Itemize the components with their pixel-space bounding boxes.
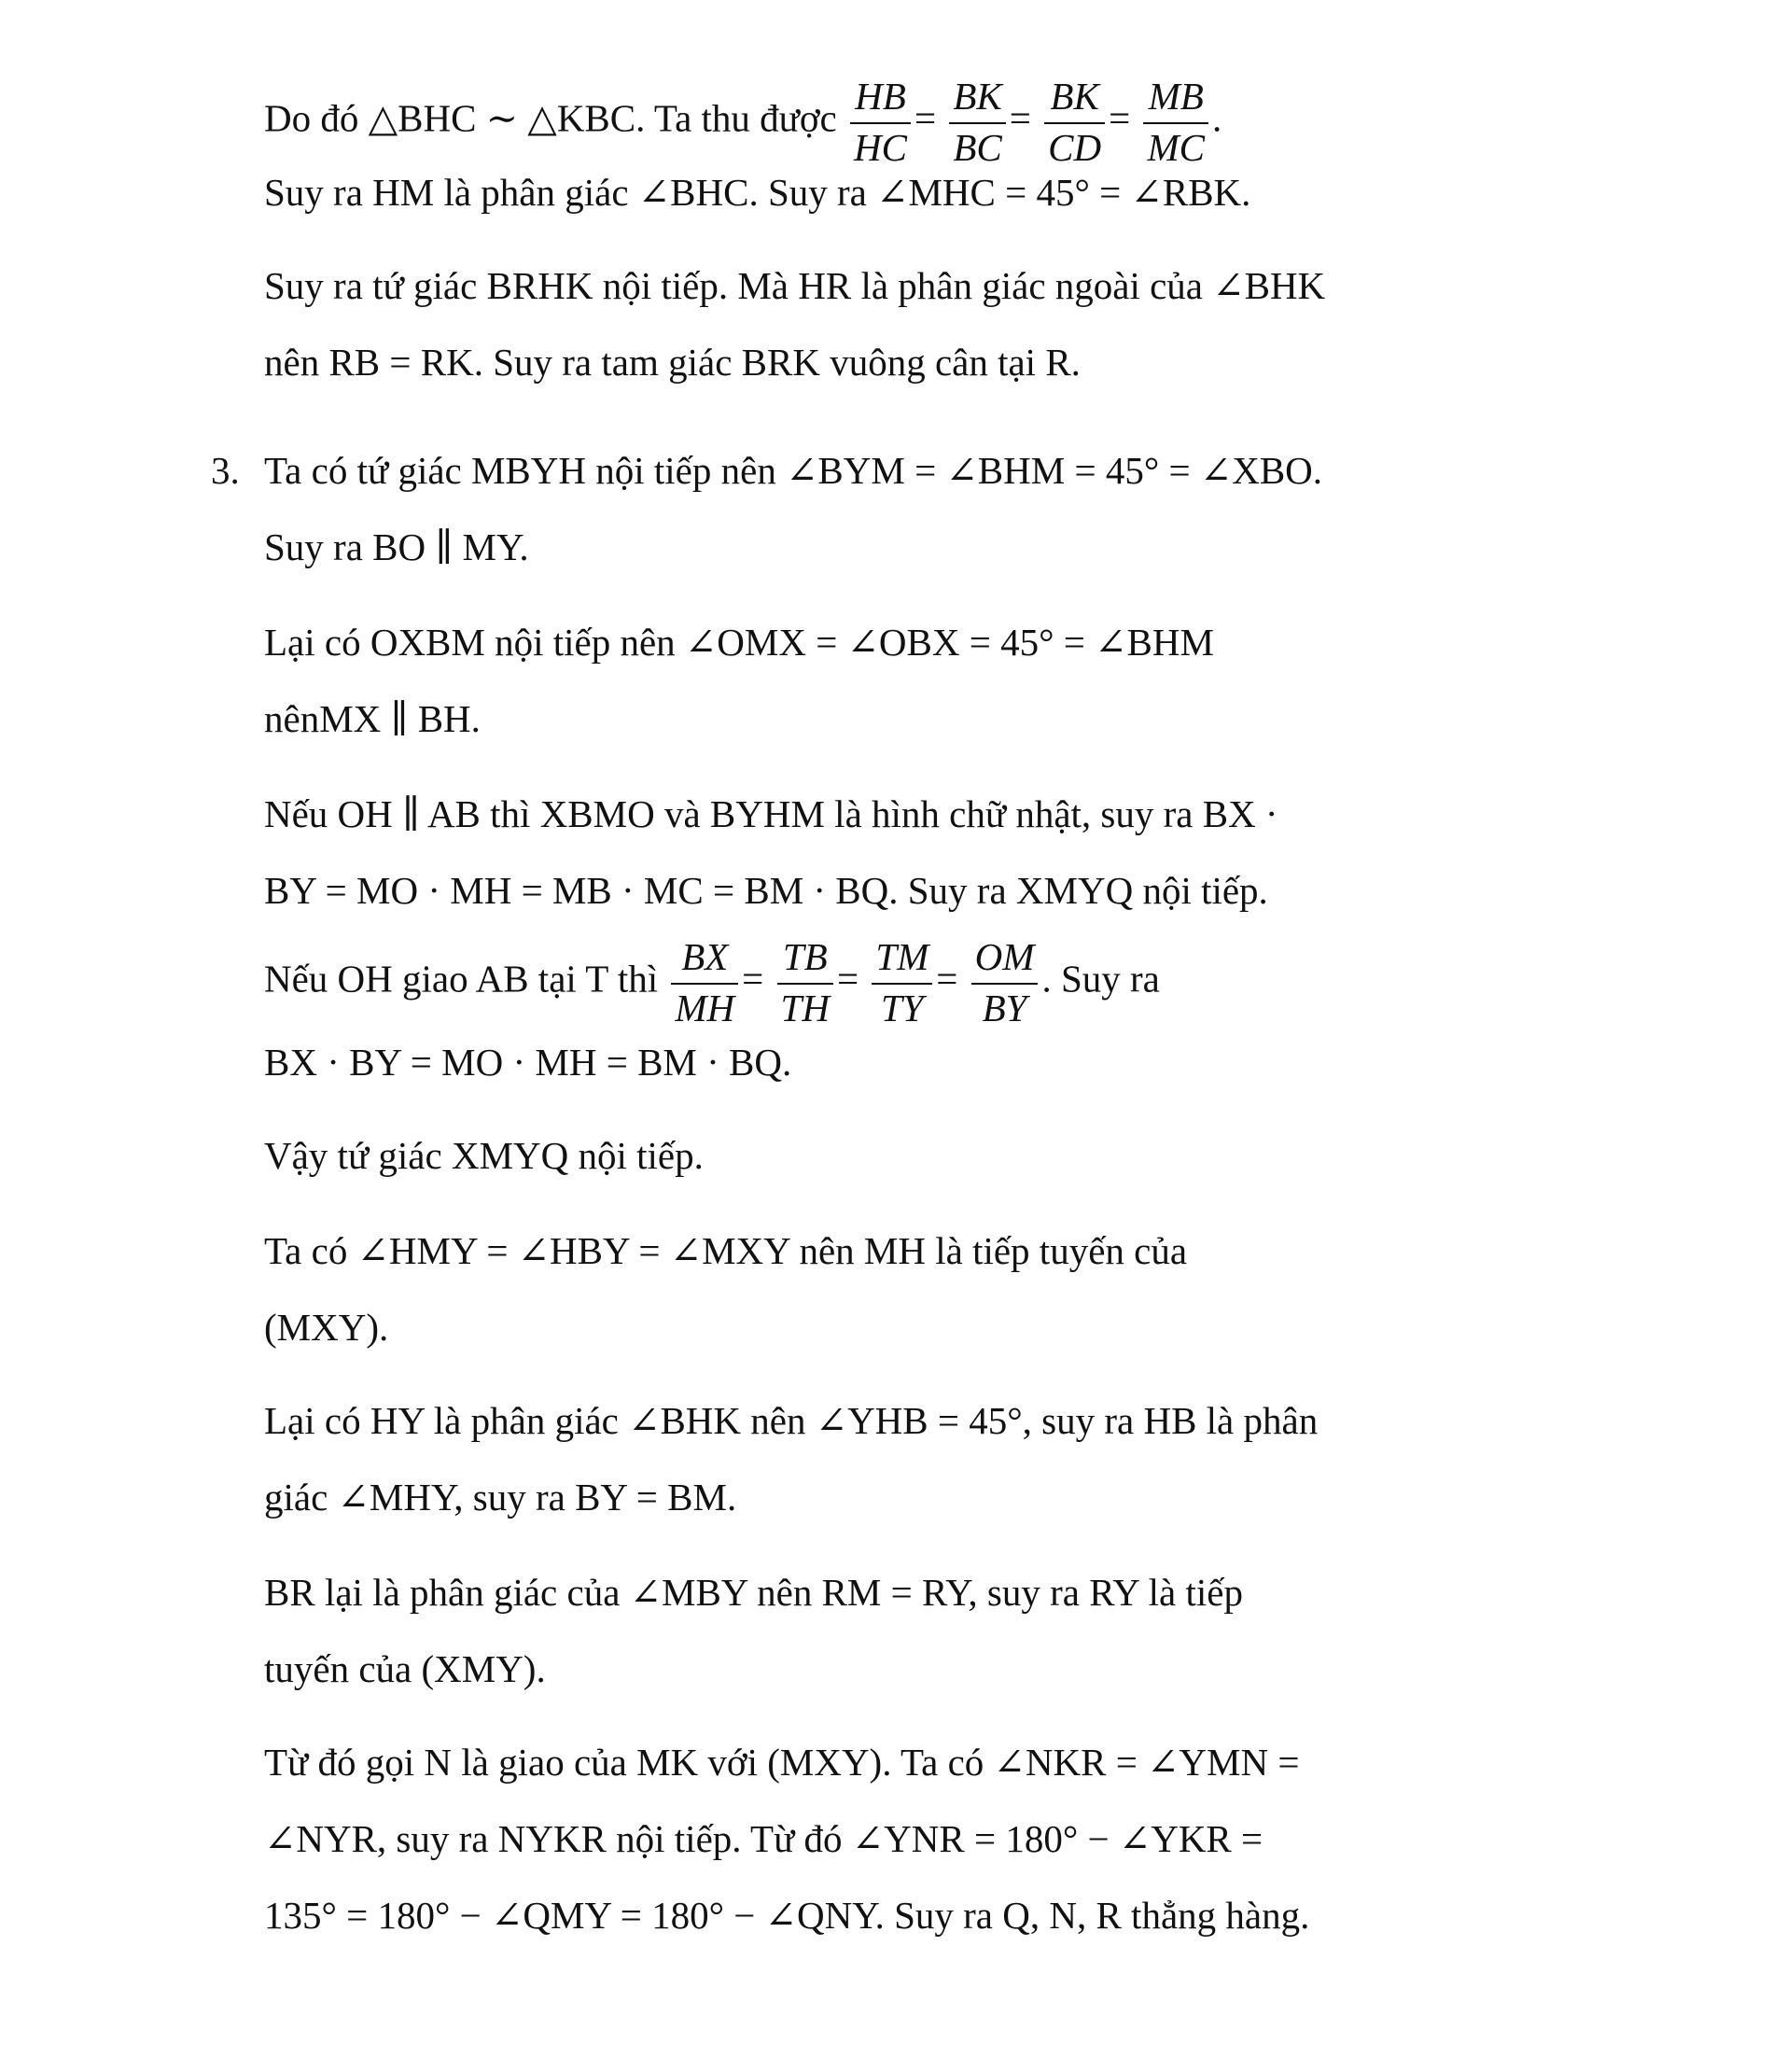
fraction: $\frac{TM}{TY}$ bbox=[872, 937, 932, 1029]
list-number: 3. bbox=[211, 449, 240, 492]
paragraph-9-line-2: giác ∠MHY, suy ra BY = BM. bbox=[264, 1476, 737, 1519]
paragraph-5-line-2: BY = MO · MH = MB · MC = BM · BQ. Suy ra XMYQ nội tiếp. bbox=[264, 869, 1268, 912]
paragraph-1-line-2: Suy ra HM là phân giác ∠BHC. Suy ra ∠MHC = 45° = ∠RBK. bbox=[264, 171, 1251, 214]
fraction: $\frac{MB}{MC}$ bbox=[1143, 77, 1208, 168]
list-item-3-line-1: 3. Ta có tứ giác MBYH nội tiếp nên ∠BYM = ∠BHM = 45° = ∠XBO. bbox=[211, 449, 1323, 492]
text: Do đó △BHC ∼ △KBC. Ta thu được bbox=[264, 96, 837, 140]
paragraph-2-line-2: nên RB = RK. Suy ra tam giác BRK vuông cân tại R. bbox=[264, 341, 1081, 384]
paragraph-6-line-2: BX · BY = MO · MH = BM · BQ. bbox=[264, 1041, 792, 1084]
paragraph-5-line-1: Nếu OH ∥ AB thì XBMO và BYHM là hình chữ nhật, suy ra BX · bbox=[264, 792, 1278, 835]
paragraph-1-line-1: Do đó △BHC ∼ △KBC. Ta thu được $\frac{HB}{HC}$ = $\frac{BK}{BC}$ = $\frac{BK}{CD}$ = $\frac{MB}{MC}$ . bbox=[264, 75, 1222, 170]
paragraph-9-line-1: Lại có HY là phân giác ∠BHK nên ∠YHB = 45°, suy ra HB là phân bbox=[264, 1399, 1319, 1442]
paragraph-4-line-2: nênMX ∥ BH. bbox=[264, 697, 481, 740]
list-item-3-line-2: Suy ra BO ∥ MY. bbox=[264, 525, 529, 568]
paragraph-8-line-2: (MXY). bbox=[264, 1306, 389, 1349]
fraction: $\frac{HB}{HC}$ bbox=[850, 77, 911, 168]
paragraph-6-line-1: Nếu OH giao AB tại T thì $\frac{BX}{MH}$ = $\frac{TB}{TH}$ = $\frac{TM}{TY}$ = $\frac{OM}{BY}$ . Suy ra bbox=[264, 935, 1160, 1030]
fraction: $\frac{BX}{MH}$ bbox=[671, 937, 738, 1029]
paragraph-10-line-2: tuyến của (XMY). bbox=[264, 1647, 546, 1690]
fraction: $\frac{TB}{TH}$ bbox=[777, 937, 833, 1029]
paragraph-10-line-1: BR lại là phân giác của ∠MBY nên RM = RY, suy ra RY là tiếp bbox=[264, 1571, 1243, 1614]
fraction: $\frac{BK}{BC}$ bbox=[949, 77, 1005, 168]
paragraph-11-line-2: ∠NYR, suy ra NYKR nội tiếp. Từ đó ∠YNR = 180° − ∠YKR = bbox=[264, 1817, 1263, 1860]
fraction: $\frac{BK}{CD}$ bbox=[1044, 77, 1105, 168]
paragraph-8-line-1: Ta có ∠HMY = ∠HBY = ∠MXY nên MH là tiếp tuyến của bbox=[264, 1229, 1188, 1272]
paragraph-4-line-1: Lại có OXBM nội tiếp nên ∠OMX = ∠OBX = 45° = ∠BHM bbox=[264, 621, 1214, 664]
paragraph-11-line-1: Từ đó gọi N là giao của MK với (MXY). Ta có ∠NKR = ∠YMN = bbox=[264, 1741, 1300, 1784]
paragraph-2-line-1: Suy ra tứ giác BRHK nội tiếp. Mà HR là phân giác ngoài của ∠BHK bbox=[264, 264, 1326, 307]
paragraph-7-line-1: Vậy tứ giác XMYQ nội tiếp. bbox=[264, 1134, 704, 1177]
fraction: $\frac{OM}{BY}$ bbox=[971, 937, 1039, 1029]
paragraph-11-line-3: 135° = 180° − ∠QMY = 180° − ∠QNY. Suy ra Q, N, R thẳng hàng. bbox=[264, 1894, 1310, 1937]
